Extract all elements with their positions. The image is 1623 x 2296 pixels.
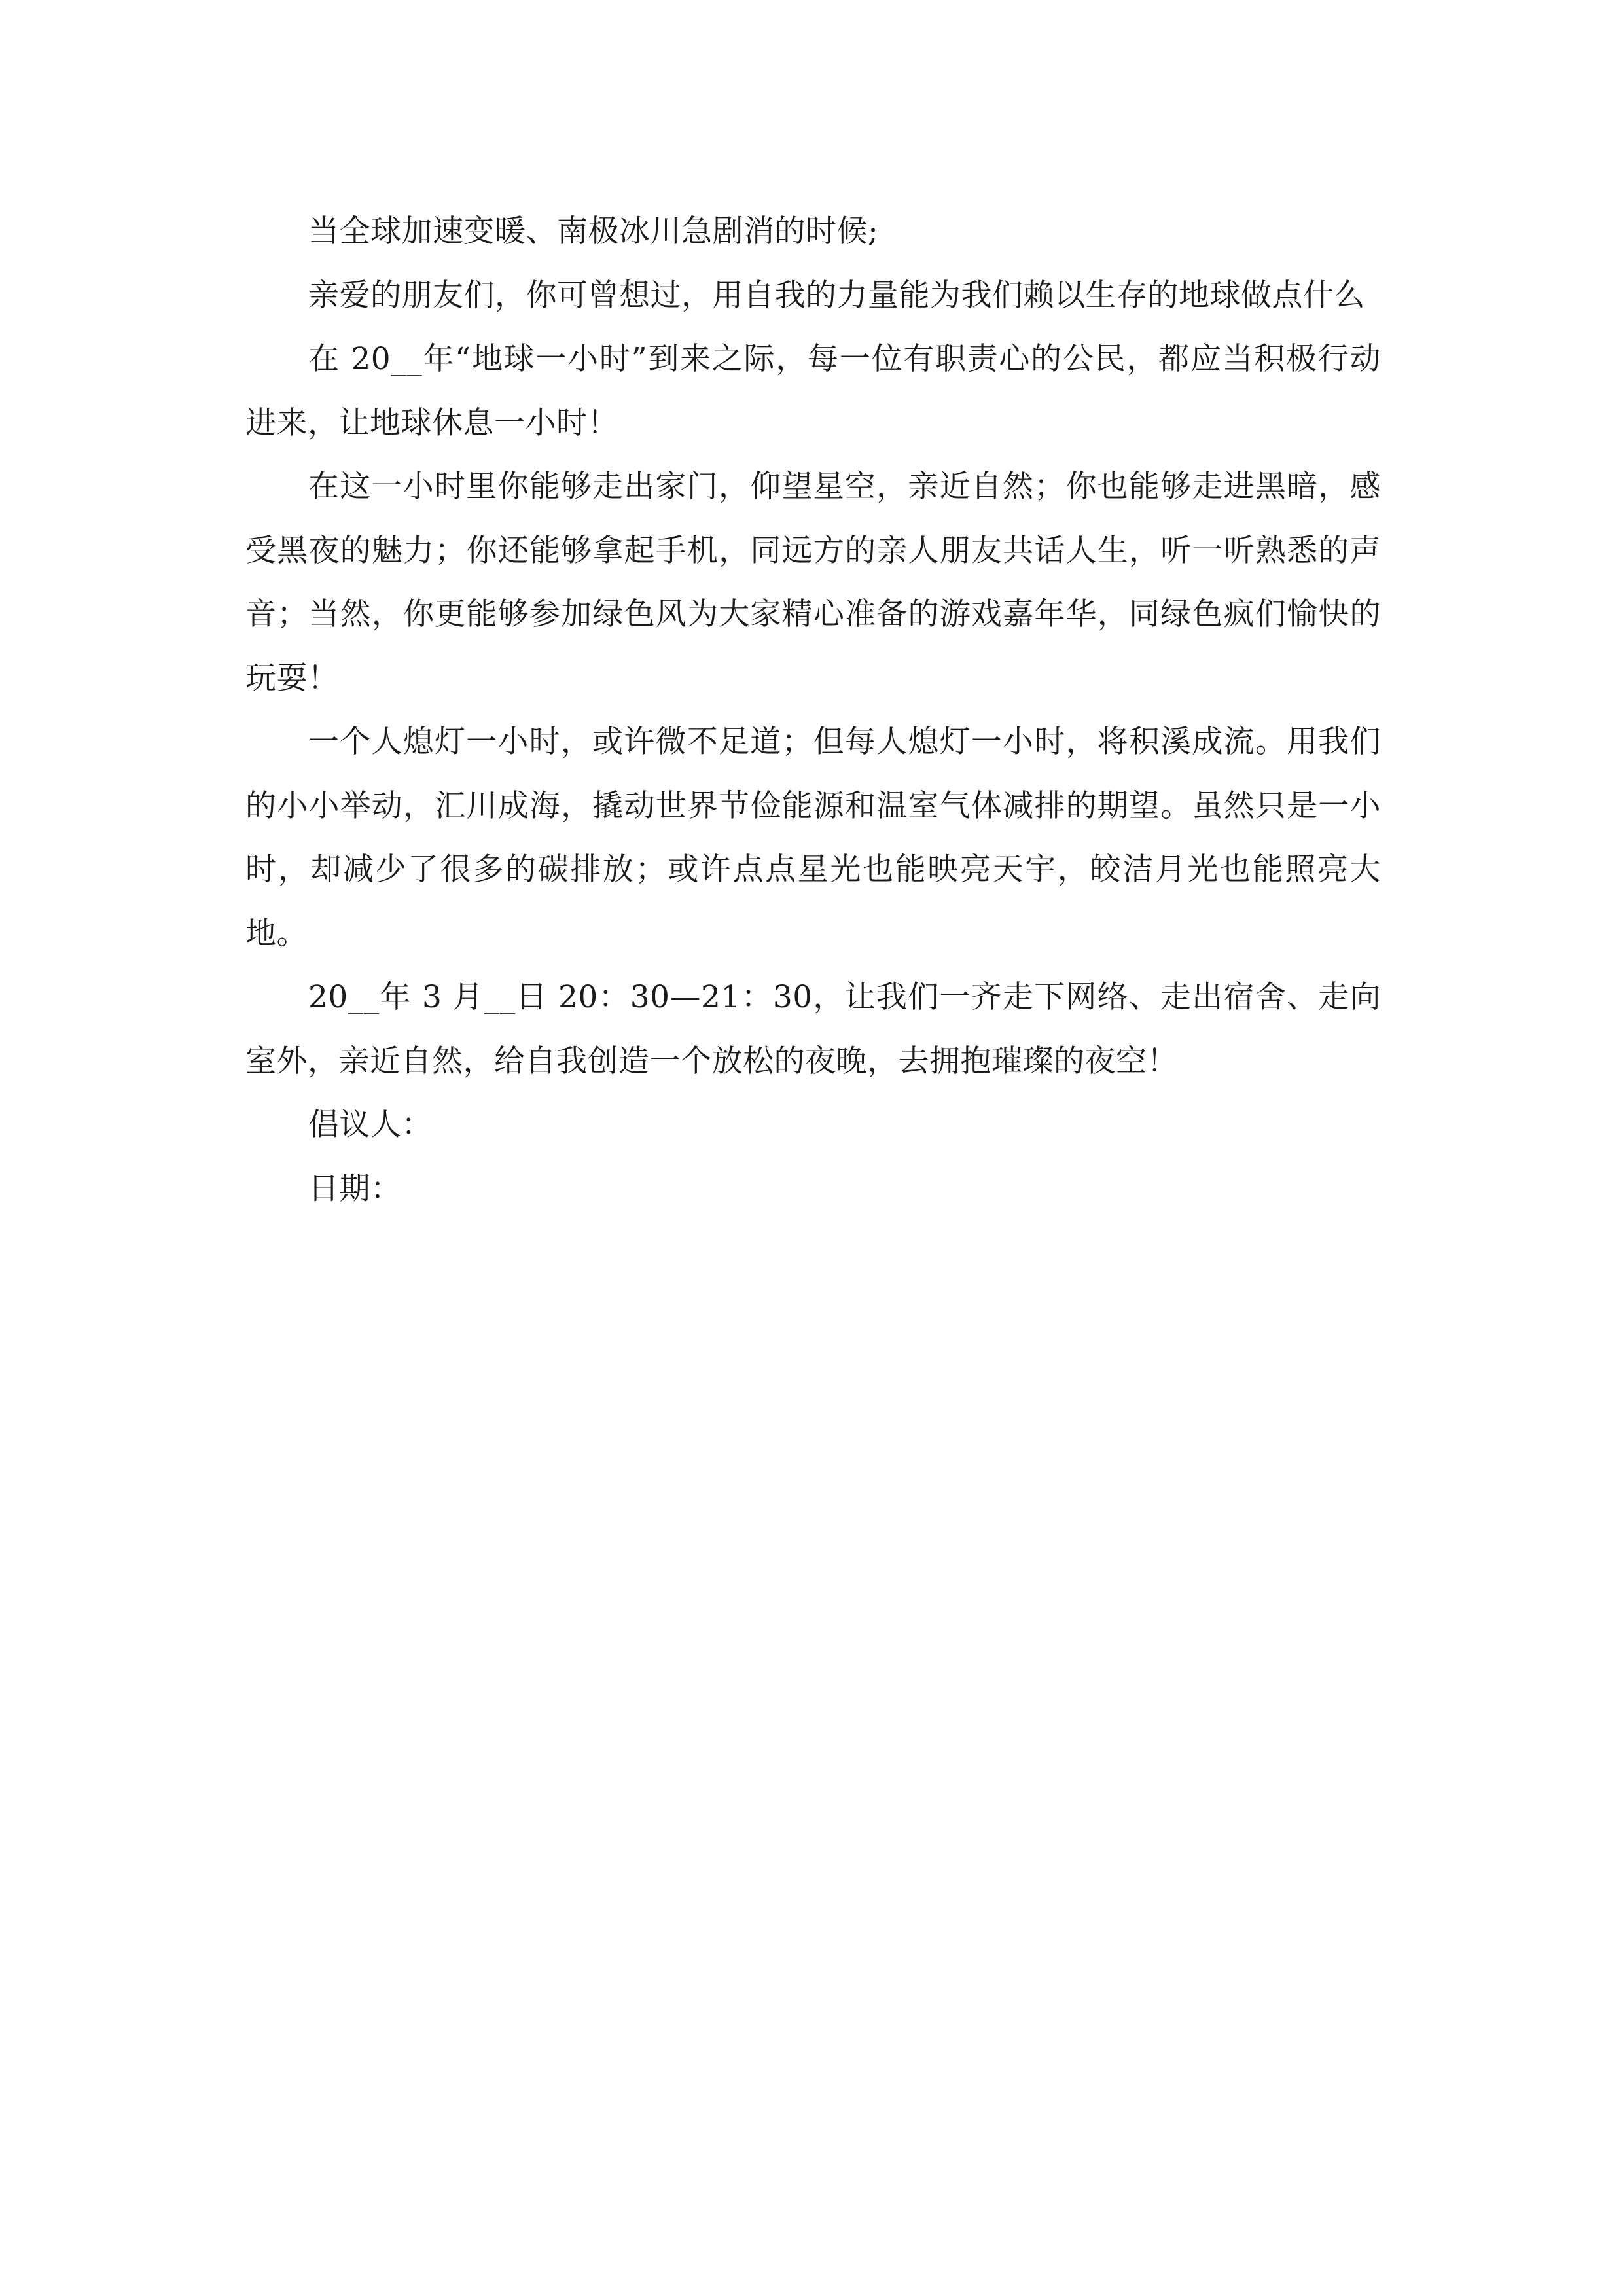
document-body [245, 200, 1381, 1221]
paragraph-impact: 一个人熄灯一小时，或许微不足道；但每人熄灯一小时，将积溪成流。用我们的小小举动，汇川成海，撬动世界节俭能源和温室气体减排的期望。虽然只是一小时，却减少了很多的碳排放；或许点点星光也能映亮天宇，皎洁月光也能照亮大地。 [245, 724, 1381, 952]
paragraph-earth-hour: 在 20__年“地球一小时”到来之际，每一位有职责心的公民，都应当积极行动进来，让地球休息一小时！ [245, 341, 1381, 441]
paragraph-date-time: 20__年 3 月__日 20：30—21：30，让我们一齐走下网络、走出宿舍、走向室外，亲近自然，给自我创造一个放松的夜晚，去拥抱璀璨的夜空！ [245, 979, 1381, 1079]
paragraph-activities: 在这一小时里你能够走出家门，仰望星空，亲近自然；你也能够走进黑暗，感受黑夜的魅力；你还能够拿起手机，同远方的亲人朋友共话人生，听一听熟悉的声音；当然，你更能够参加绿色风为大家精心准备的游戏嘉年华，同绿色疯们愉快的玩耍！ [245, 469, 1381, 696]
paragraph-intro: 当全球加速变暖、南极冰川急剧消的时候; [308, 213, 879, 249]
proposer-label: 倡议人： [308, 1107, 433, 1143]
date-label: 日期： [308, 1170, 402, 1207]
paragraph-question: 亲爱的朋友们，你可曾想过，用自我的力量能为我们赖以生存的地球做点什么 [308, 277, 1365, 314]
